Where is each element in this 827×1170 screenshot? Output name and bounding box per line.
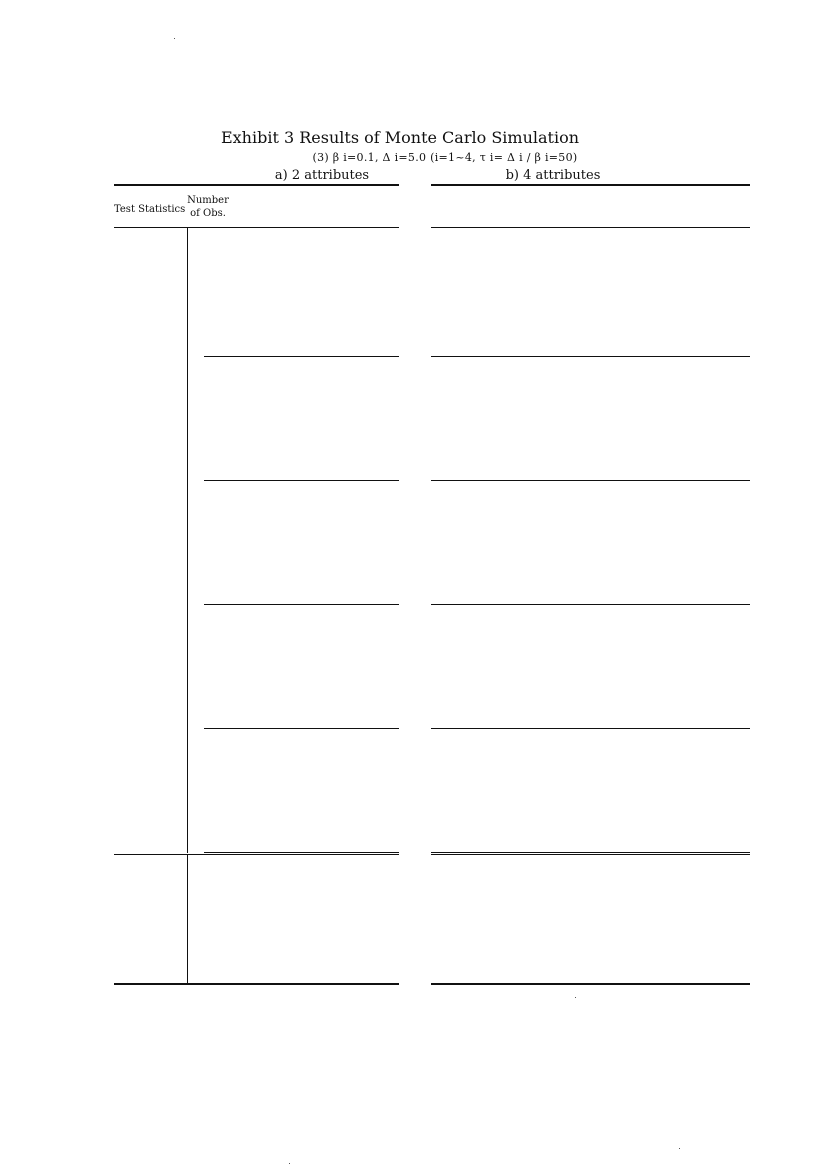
scan-speck bbox=[174, 38, 175, 39]
header-rule-b bbox=[431, 227, 750, 228]
panel-a-title: a) 2 attributes bbox=[274, 168, 370, 183]
column-divider-convergence bbox=[187, 855, 188, 983]
scan-speck bbox=[575, 997, 576, 998]
top-rule-b bbox=[431, 184, 750, 186]
block-rule-a bbox=[204, 852, 399, 853]
convergence-rule-b bbox=[431, 854, 750, 855]
bottom-rule-a bbox=[114, 983, 399, 985]
scan-speck bbox=[679, 1148, 680, 1149]
top-rule-a bbox=[114, 184, 399, 186]
block-rule-b bbox=[431, 356, 750, 357]
block-rule-a bbox=[204, 728, 399, 729]
block-rule-b bbox=[431, 852, 750, 853]
block-rule-b bbox=[431, 728, 750, 729]
column-divider bbox=[187, 228, 188, 853]
block-rule-b bbox=[431, 604, 750, 605]
page-title: Exhibit 3 Results of Monte Carlo Simulation bbox=[220, 128, 580, 147]
header-rule-a bbox=[114, 227, 399, 228]
header-test-statistics: Test Statistics bbox=[114, 204, 186, 215]
block-rule-a bbox=[204, 604, 399, 605]
subtitle: (3) β i=0.1, Δ i=5.0 (i=1~4, τ i= Δ i / β i=50) bbox=[312, 151, 578, 164]
header-number-line2: of Obs. bbox=[190, 208, 226, 219]
scan-speck bbox=[289, 1163, 290, 1164]
block-rule-a bbox=[204, 480, 399, 481]
convergence-rule-a bbox=[114, 854, 399, 855]
bottom-rule-b bbox=[431, 983, 750, 985]
header-number-line1: Number bbox=[187, 195, 229, 206]
block-rule-a bbox=[204, 356, 399, 357]
panel-b-title: b) 4 attributes bbox=[505, 168, 601, 183]
block-rule-b bbox=[431, 480, 750, 481]
